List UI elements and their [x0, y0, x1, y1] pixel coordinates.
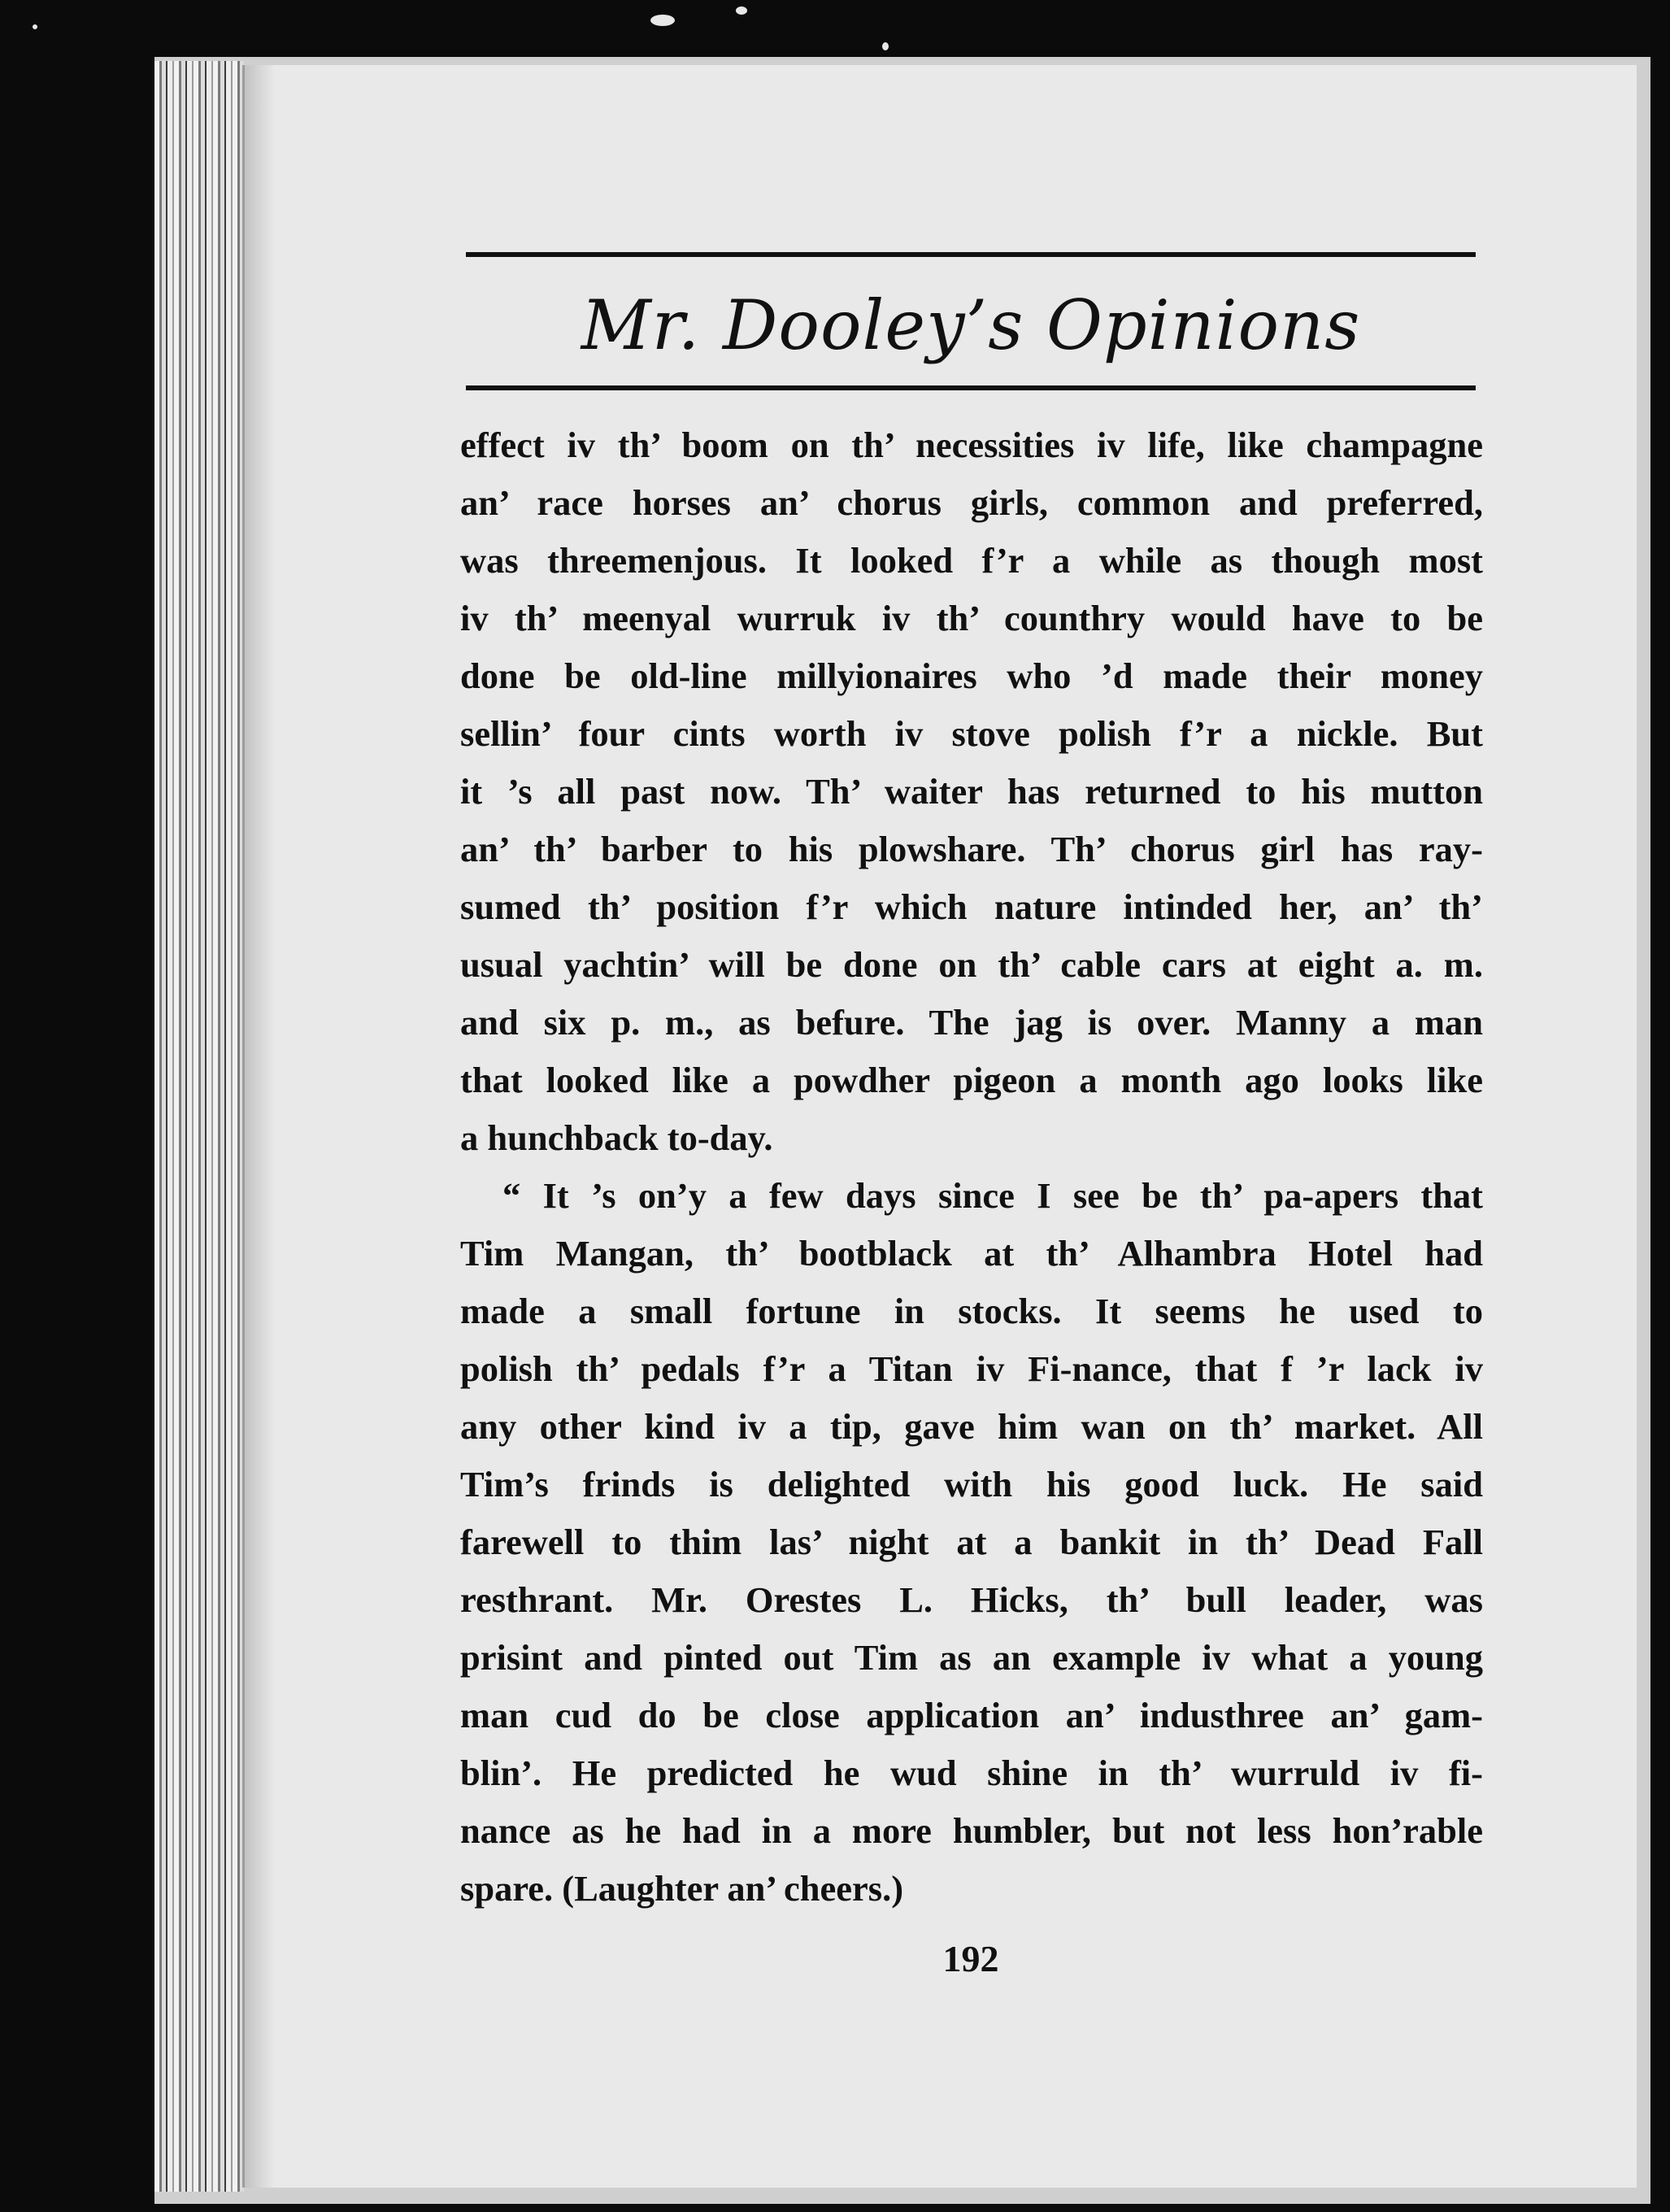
text-line: sellin’ four cints worth iv stove polish f’r a nickle. But [460, 713, 1483, 754]
text-line: that looked like a powdher pigeon a month ago looks like [460, 1060, 1483, 1100]
text-line: polish th’ pedals f’r a Titan iv Fi-nance, that f ’r lack iv [460, 1348, 1483, 1389]
scan-speck [882, 42, 889, 50]
text-line: sumed th’ position f’r which nature intinded her, an’ th’ [460, 886, 1483, 927]
text-line: it ’s all past now. Th’ waiter has returned to his mutton [460, 771, 1483, 812]
running-head: Mr. Dooley’s Opinions [581, 285, 1361, 365]
text-line: done be old-line millyionaires who ’d made their money [460, 655, 1483, 696]
scan-speck [33, 24, 37, 29]
header-rule-top [466, 252, 1476, 257]
text-line: spare. (Laughter an’ cheers.) [460, 1868, 904, 1909]
text-line: an’ th’ barber to his plowshare. Th’ chorus girl has ray- [460, 829, 1483, 869]
page-number: 192 [942, 1938, 999, 1979]
paragraph-1 [460, 416, 1483, 1167]
text-line: an’ race horses an’ chorus girls, common and preferred, [460, 482, 1483, 523]
text-line: Tim’s frinds is delighted with his good luck. He said [460, 1464, 1483, 1504]
text-line: farewell to thim las’ night at a bankit in th’ Dead Fall [460, 1522, 1483, 1562]
page-edges [154, 61, 244, 2192]
scan-speck [650, 15, 675, 26]
text-line: a hunchback to-day. [460, 1117, 773, 1158]
text-line: “ It ’s on’y a few days since I see be th’ pa-apers that [502, 1175, 1483, 1216]
text-line: effect iv th’ boom on th’ necessities iv life, like champagne [460, 425, 1483, 465]
text-line: iv th’ meenyal wurruk iv th’ counthry would have to be [460, 598, 1483, 638]
text-line: man cud do be close application an’ industhree an’ gam- [460, 1695, 1483, 1735]
spine-shadow [242, 65, 275, 2188]
text-line: was threemenjous. It looked f’r a while as though most [460, 540, 1483, 581]
text-line: any other kind iv a tip, gave him wan on th’ market. All [460, 1406, 1483, 1447]
text-line: blin’. He predicted he wud shine in th’ wurruld iv fi- [460, 1753, 1483, 1793]
header-rule-bottom [466, 385, 1476, 390]
text-line: usual yachtin’ will be done on th’ cable cars at eight a. m. [460, 944, 1483, 985]
text-line: made a small fortune in stocks. It seems he used to [460, 1291, 1483, 1331]
text-line: nance as he had in a more humbler, but not less hon’rable [460, 1810, 1483, 1851]
scan-speck [736, 7, 747, 15]
body-text [460, 416, 1483, 1918]
text-line: Tim Mangan, th’ bootblack at th’ Alhambra Hotel had [460, 1233, 1483, 1274]
text-line: resthrant. Mr. Orestes L. Hicks, th’ bull leader, was [460, 1579, 1483, 1620]
text-line: and six p. m., as befure. The jag is over. Manny a man [460, 1002, 1483, 1043]
text-line: prisint and pinted out Tim as an example iv what a young [460, 1637, 1483, 1678]
paragraph-2 [460, 1167, 1483, 1918]
